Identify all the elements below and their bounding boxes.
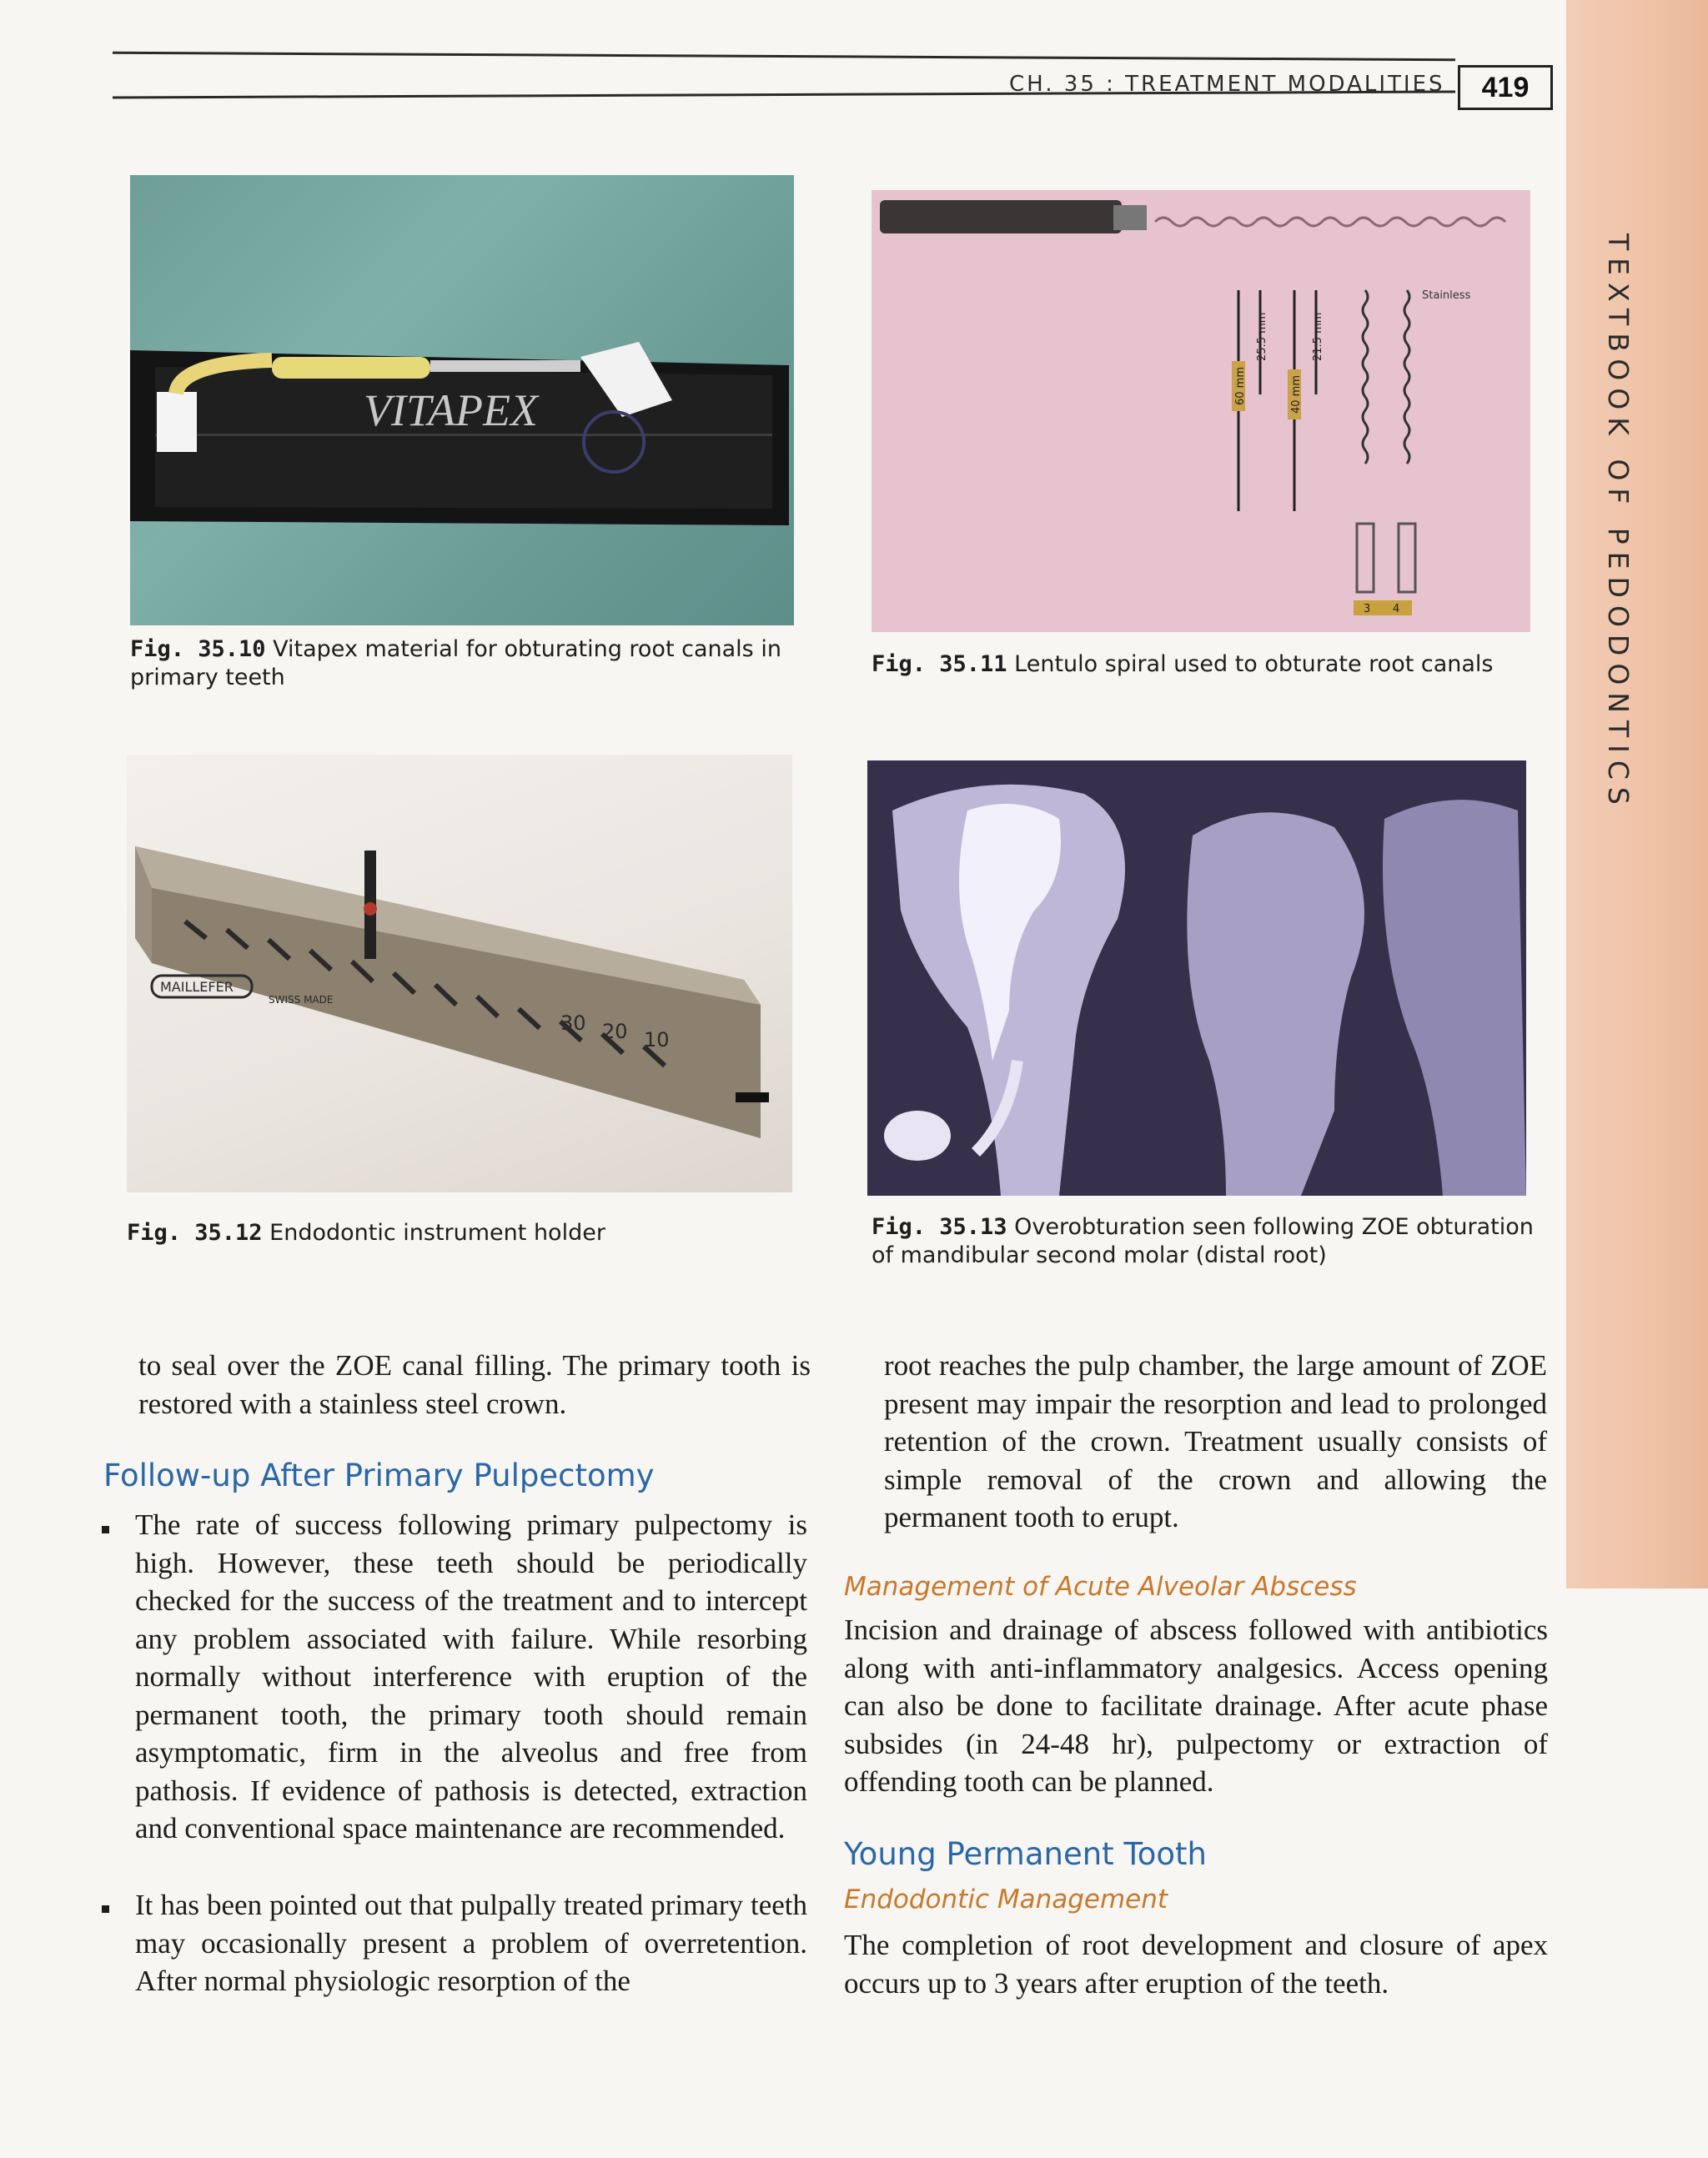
figure-35-13-caption: Fig. 35.13 Overobturation seen following ZOE obturation of mandibular second molar (distal root) [872, 1214, 1534, 1268]
stainless-label: Stainless [1422, 289, 1471, 302]
page-number: 419 [1458, 65, 1553, 110]
header-rule-top [113, 52, 1455, 61]
figure-35-11-caption: Fig. 35.11 Lentulo spiral used to obturate root canals [872, 651, 1494, 677]
bullet-paragraph-2: It has been pointed out that pulpally treated primary teeth may occasionally present a problem of overretention. After normal physiologic resorption of the [135, 1889, 807, 1997]
heading-follow-up: Follow-up After Primary Pulpectomy [103, 1458, 655, 1493]
scale-10: 10 [644, 1028, 670, 1051]
measure-21-5mm: 21.5 mm [1312, 312, 1324, 361]
side-title: TEXTBOOK OF PEDODONTICS [1602, 233, 1635, 812]
measure-25-5mm: 25.5 mm [1256, 312, 1268, 361]
vitapex-logo: VITAPEX [364, 385, 538, 435]
figure-35-11-photo [872, 190, 1530, 632]
bullet-marker [102, 1905, 109, 1913]
figure-35-12-photo [127, 755, 792, 1192]
maillefer-logo: MAILLEFER [160, 979, 234, 995]
left-intro-paragraph: to seal over the ZOE canal filling. The primary tooth is restored with a stainless steel crown. [138, 1349, 811, 1420]
side-band [1566, 0, 1708, 1588]
figure-35-13-photo [867, 760, 1526, 1196]
figure-label: Fig. 35.11 [872, 651, 1007, 677]
bullet-marker [102, 1526, 109, 1533]
abscess-paragraph: Incision and drainage of abscess followed with antibiotics along with anti-inflammatory analgesics. Access opening can also be done to facilitate drainage. After acute phase subsides (in 24-48 hr), pulpectomy or extraction of offending tooth can be planned. [844, 1613, 1548, 1798]
figure-label: Fig. 35.13 [872, 1214, 1007, 1240]
measure-40mm: 40 mm [1290, 374, 1303, 414]
figure-35-12-caption: Fig. 35.12 Endodontic instrument holder [127, 1220, 605, 1246]
measure-60mm: 60 mm [1234, 366, 1247, 405]
figure-label: Fig. 35.10 [130, 636, 266, 662]
scale-30: 30 [560, 1011, 586, 1035]
right-intro-paragraph: root reaches the pulp chamber, the large amount of ZOE present may impair the resorption and lead to prolonged retention of the crown. Treatment usually consists of simple removal of the crown and allowing the permanent tooth to erupt. [884, 1349, 1547, 1533]
figure-label: Fig. 35.12 [127, 1220, 263, 1246]
subheading-acute-abscess: Management of Acute Alveolar Abscess [844, 1572, 1357, 1602]
file-size-3: 3 [1364, 603, 1371, 615]
endodontic-paragraph: The completion of root development and closure of apex occurs up to 3 years after eruption of the teeth. [844, 1929, 1548, 2000]
heading-young-permanent-tooth: Young Permanent Tooth [844, 1836, 1207, 1872]
subheading-endodontic-management: Endodontic Management [844, 1884, 1168, 1915]
swiss-made-label: SWISS MADE [269, 994, 334, 1006]
file-size-4: 4 [1393, 603, 1400, 615]
running-head: CH. 35 : TREATMENT MODALITIES [1009, 72, 1445, 97]
bullet-paragraph-1: The rate of success following primary pulpectomy is high. However, these teeth should be periodically checked for the success of the treatment and to intercept any problem associated with failure. While resorbing normally without interference with eruption of the permanent tooth, the primary tooth should remain asymptomatic, firm in the alveolus and free from pathosis. If evidence of pathosis is detected, extraction and conventional space maintenance are recommended. [135, 1508, 807, 1844]
figure-35-10-caption: Fig. 35.10 Vitapex material for obturating root canals in primary teeth [130, 636, 781, 690]
figure-35-10-photo [130, 175, 794, 625]
scale-20: 20 [602, 1020, 628, 1043]
